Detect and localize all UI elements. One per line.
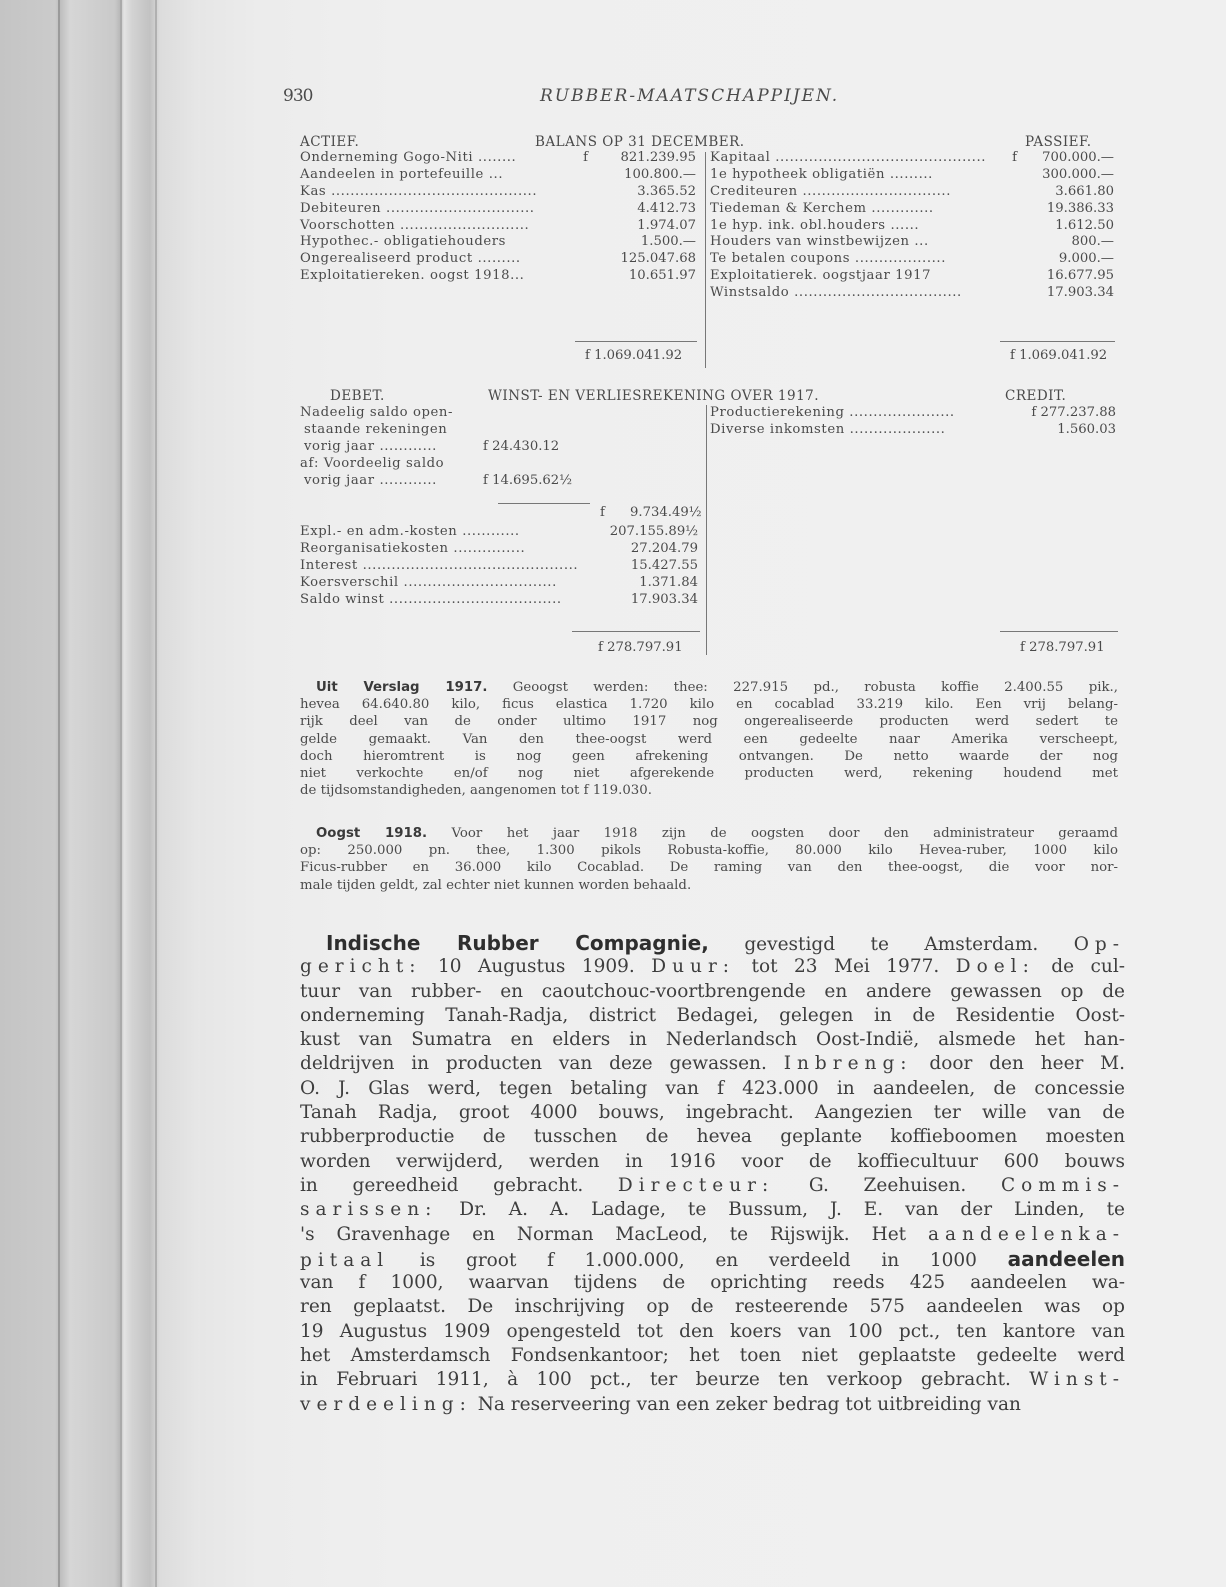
spaced-field-label: verdeeling: <box>300 1393 472 1415</box>
body-text: Tanah Radja, groot 4000 bouws, ingebracht. Aangezien ter wille van de <box>300 1102 1125 1124</box>
company-entry-line <box>300 1320 1125 1344</box>
liability-row: Crediteuren ............................... 3.661.80 <box>710 183 1114 199</box>
asset-row: Aandeelen in portefeuille ... 100.800.— <box>300 166 696 182</box>
liability-row: Winstsaldo ................................... 17.903.34 <box>710 285 1114 301</box>
credit-row: Diverse inkomsten .................... 1.560.03 <box>710 421 1116 437</box>
spaced-field-label: Doel: <box>955 956 1035 978</box>
bold-keyword: aandeelen <box>1007 1246 1125 1271</box>
currency-symbol: f <box>1012 150 1017 165</box>
body-text: 19 Augustus 1909 opengesteld tot den koers van 100 pct., ten kantore van <box>300 1320 1125 1342</box>
body-text: in Februari 1911, à 100 pct., ter beurze ten verkoop gebracht. <box>300 1369 1030 1391</box>
debit-row: Saldo winst .................................... 17.903.34 <box>300 591 698 607</box>
company-entry-line <box>300 1101 1125 1125</box>
spaced-field-label: Op- <box>1073 934 1126 955</box>
page-number: 930 <box>283 86 313 106</box>
body-text: in gereedheid gebracht. <box>300 1174 618 1196</box>
spaced-field-label: Directeur: <box>617 1174 775 1196</box>
asset-row: Ongerealiseerd product ......... 125.047.68 <box>300 251 696 267</box>
debit-text-row: staande rekeningen <box>304 421 448 437</box>
pl-title: WINST- EN VERLIESREKENING OVER 1917. <box>488 388 820 404</box>
body-text: 10 Augustus 1909. <box>421 956 652 978</box>
company-entry-line <box>300 1125 1125 1149</box>
gutter-edge-line <box>58 0 60 1587</box>
debit-total: f 278.797.91 <box>598 640 683 655</box>
debit-row: Koersverschil ................................ 1.371.84 <box>300 574 698 590</box>
company-entry-line <box>300 1052 1125 1076</box>
debit-items-table <box>300 524 698 608</box>
book-binding-gutter <box>0 0 200 1587</box>
column-divider <box>705 152 706 368</box>
company-entry-line <box>300 1028 1125 1052</box>
body-text: gevestigd te Amsterdam. <box>708 934 1074 955</box>
liability-row: 1e hyp. ink. obl.houders ...... 1.612.50 <box>710 217 1114 233</box>
asset-row: Onderneming Gogo-Niti ........ f 821.239.95 <box>300 150 696 165</box>
spaced-field-label: Commis- <box>1000 1174 1125 1196</box>
body-text: door den heer M. <box>912 1053 1126 1075</box>
debit-text-row: vorig jaar ............ f 24.430.12 <box>304 438 560 454</box>
column-divider <box>706 405 707 655</box>
liability-row: Houders van winstbewijzen ... 800.— <box>710 234 1114 250</box>
liability-row: Kapitaal ............................................ f 700.000.— <box>710 150 1114 165</box>
debit-text-row: vorig jaar ............ f 14.695.62½ <box>304 472 572 488</box>
asset-row: Kas ........................................... 3.365.52 <box>300 183 696 199</box>
company-entry-line <box>300 1295 1125 1319</box>
total-rule <box>575 341 697 342</box>
body-text: rubberproductie de tusschen de hevea geplante koffieboomen moesten <box>300 1126 1125 1148</box>
balance-title: BALANS OP 31 DECEMBER. <box>535 134 745 150</box>
subtotal-rule <box>498 503 590 504</box>
liabilities-total: f 1.069.041.92 <box>1010 348 1108 363</box>
total-rule <box>1000 341 1115 342</box>
running-head-title: RUBBER-MAATSCHAPPIJEN. <box>540 86 840 106</box>
company-entry-line <box>300 1077 1125 1101</box>
asset-row: Voorschotten ........................... 1.974.07 <box>300 217 696 233</box>
total-rule <box>1000 631 1118 632</box>
body-text: tuur van rubber- en caoutchouc-voortbrengende en andere gewassen op de <box>300 980 1125 1002</box>
debit-row: Reorganisatiekosten ............... 27.204.79 <box>300 540 698 556</box>
body-text: ren geplaatst. De inschrijving op de resteerende 575 aandeelen was op <box>300 1296 1125 1318</box>
debit-row: Expl.- en adm.-kosten ............ 207.155.89½ <box>300 524 698 539</box>
company-entry-line <box>300 1247 1125 1271</box>
body-text: is groot f 1.000.000, en verdeeld in 1000 <box>389 1249 1008 1271</box>
spaced-field-label: sarissen: <box>300 1199 438 1221</box>
assets-total: f 1.069.041.92 <box>585 348 683 363</box>
asset-row: Exploitatiereken. oogst 1918... 10.651.97 <box>300 268 696 284</box>
company-entry-line <box>300 1198 1125 1222</box>
body-text: deldrijven in producten van deze gewassen. <box>300 1053 784 1075</box>
company-entry-line <box>300 1344 1125 1368</box>
company-entry-line <box>300 1368 1125 1392</box>
asset-row: Debiteuren ............................... 4.412.73 <box>300 200 696 216</box>
company-entry-line <box>300 1393 1125 1417</box>
body-text: kust van Sumatra en elders in Nederlandsch Oost-Indië, alsmede het han- <box>300 1029 1125 1051</box>
body-text: van f 1000, waarvan tijdens de oprichting reeds 425 aandeelen wa- <box>300 1272 1125 1294</box>
report-1917-paragraph: Uit Verslag 1917. Geoogst werden: thee: 227.915 pd., robusta koffie 2.400.55 pik., hevea 64.640.80 kilo, ficus elastica 1.720 kilo en cocablad 33.219 kilo. Een vrij belang- rijk deel van de onder ultimo 1917 nog ongerealiseerde producten werd sedert te gelde gemaakt. Van den thee-oogst werd een gedeelte naar Amerika verscheept, doch hieromtrent is nog geen afrekening ontvangen. De netto waarde der nog niet verkochte en/of nog niet afgerekende producten werd, rekening houdend met de tijdsomstandigheden, aangenomen tot f 119.030. <box>300 680 1119 799</box>
company-entry-line <box>300 1150 1125 1174</box>
harvest-1918-heading: Oogst 1918. <box>316 826 428 841</box>
asset-row: Hypothec.- obligatiehouders 1.500.— <box>300 234 696 250</box>
body-text: Na reserveering van een zeker bedrag tot uitbreiding van <box>471 1393 1021 1415</box>
body-text: worden verwijderd, werden in 1916 voor de koffiecultuur 600 bouws <box>300 1150 1125 1172</box>
total-rule <box>572 631 700 632</box>
assets-table <box>300 150 696 285</box>
balance-actief-heading: ACTIEF. <box>300 134 360 150</box>
body-text: G. Zeehuisen. <box>774 1174 1001 1196</box>
balance-passief-heading: PASSIEF. <box>1025 134 1092 150</box>
debit-text-row: Nadeelig saldo open- <box>300 405 454 420</box>
debit-text-row: af: Voordeelig saldo <box>300 455 445 471</box>
company-entry-line <box>300 1223 1125 1247</box>
company-entry-line <box>300 931 1125 955</box>
spaced-field-label: pitaal <box>300 1249 390 1271</box>
spaced-field-label: gericht: <box>300 956 422 978</box>
company-entry-line <box>300 1271 1125 1295</box>
currency-symbol: f <box>583 150 588 165</box>
spaced-field-label: Inbreng: <box>783 1053 913 1075</box>
report-1917-heading: Uit Verslag 1917. <box>316 680 488 695</box>
body-text: 's Gravenhage en Norman MacLeod, te Rijswijk. Het <box>300 1223 929 1245</box>
debit-row: Interest ............................................. 15.427.55 <box>300 557 698 573</box>
body-text: Dr. A. A. Ladage, te Bussum, J. E. van der Linden, te <box>437 1199 1125 1221</box>
company-name: Indische Rubber Compagnie, <box>326 931 709 955</box>
credit-total: f 278.797.91 <box>1020 640 1105 655</box>
body-text: de cul- <box>1034 956 1125 978</box>
company-entry-line <box>300 980 1125 1004</box>
spaced-field-label: Duur: <box>651 956 736 978</box>
body-text: onderneming Tanah-Radja, district Bedagei, gelegen in de Residentie Oost- <box>300 1004 1125 1026</box>
gutter-edge-line <box>155 0 157 1587</box>
liability-row: 1e hypotheek obligatiën ......... 300.000.— <box>710 166 1114 182</box>
harvest-1918-paragraph: Oogst 1918. Voor het jaar 1918 zijn de oogsten door den administrateur geraamd op: 250.000 pn. thee, 1.300 pikols Robusta-koffie, 80.000 kilo Hevea-ruber, 1000 kilo Ficus-rubber en 36.000 kilo Cocablad. De raming van den thee-oogst, die voor nor- male tijden geldt, zal echter niet kunnen worden behaald. <box>300 826 1119 893</box>
liability-row: Exploitatierek. oogstjaar 1917 16.677.95 <box>710 268 1114 284</box>
company-entry-line <box>300 1174 1125 1198</box>
liability-row: Tiedeman & Kerchem ............. 19.386.33 <box>710 200 1114 216</box>
body-text: het Amsterdamsch Fondsenkantoor; het toen niet geplaatste gedeelte werd <box>300 1345 1125 1367</box>
gutter-edge-line <box>120 0 122 1587</box>
liabilities-table <box>710 150 1114 302</box>
company-entry-line <box>300 1004 1125 1028</box>
pl-credit-heading: CREDIT. <box>1005 388 1067 404</box>
pl-debet-heading: DEBET. <box>330 388 385 404</box>
body-text: tot 23 Mei 1977. <box>735 956 956 978</box>
company-entry-line <box>300 955 1125 979</box>
spaced-field-label: Winst- <box>1029 1369 1125 1391</box>
liability-row: Te betalen coupons ................... 9.000.— <box>710 251 1114 267</box>
body-text: O. J. Glas werd, tegen betaling van f 423.000 in aandeelen, de concessie <box>300 1077 1125 1099</box>
company-entry <box>300 931 1125 1417</box>
credit-row: Productierekening ...................... f 277.237.88 <box>710 405 1116 420</box>
spaced-field-label: aandeelenka- <box>928 1223 1125 1245</box>
debit-prior-year <box>300 405 600 489</box>
credit-items-table <box>710 405 1116 439</box>
net-prior-year-value: 9.734.49½ <box>630 505 702 520</box>
currency-symbol: f <box>600 505 605 520</box>
